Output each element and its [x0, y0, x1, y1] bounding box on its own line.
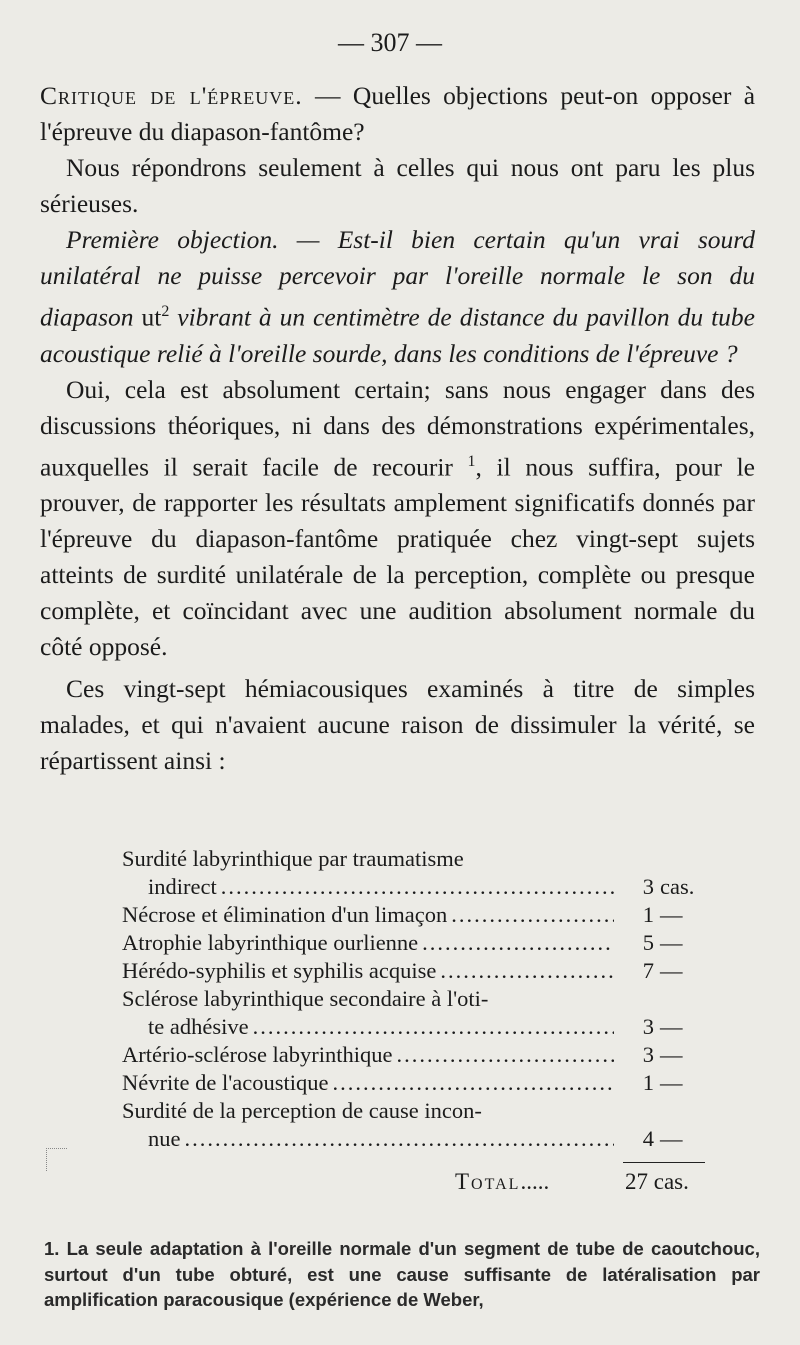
- case-unit: —: [660, 1042, 683, 1067]
- paragraph-objection: [40, 222, 755, 372]
- total-dots: .....: [520, 1169, 550, 1194]
- case-count: 7: [642, 958, 654, 983]
- case-label: Atrophie labyrinthique ourlienne: [122, 930, 419, 955]
- case-unit: —: [660, 958, 683, 983]
- case-row: [122, 957, 712, 985]
- paragraph-text: — Quelles objections peut-on opposer à l'épreuve du diapason-fantôme?: [40, 81, 756, 146]
- main-text: [40, 78, 755, 779]
- paragraph-distribution: Ces vingt-sept hémiacousiques examinés à titre de simples malades, et qui n'avaient aucune raison de dissimuler la vérité, se répartissent ainsi :: [40, 674, 755, 775]
- case-count: 4: [642, 1126, 654, 1151]
- footnote: 1. La seule adaptation à l'oreille normale d'un segment de tube de caoutchouc, surtout d'un tube obturé, est une cause suffisante de latéralisation par amplification paracousique (expérience de Weber,: [44, 1238, 760, 1310]
- case-unit: —: [660, 930, 683, 955]
- case-count: 3: [642, 1014, 654, 1039]
- case-count: 3: [642, 1042, 654, 1067]
- case-row: [122, 873, 712, 901]
- case-label-cont: indirect: [148, 874, 217, 899]
- section-heading: Critique de l'épreuve.: [40, 81, 303, 110]
- total-line: [455, 1169, 689, 1195]
- paragraph-answer: [40, 372, 755, 666]
- case-label: Surdité labyrinthique par traumatisme: [122, 846, 464, 871]
- note-octave: 2: [161, 303, 170, 320]
- paragraph-critique: [40, 78, 755, 150]
- case-label-cont: te adhésive: [148, 1014, 249, 1039]
- case-label: Nécrose et élimination d'un limaçon: [122, 902, 448, 927]
- case-count: 5: [642, 930, 654, 955]
- case-label: Sclérose labyrinthique secondaire à l'oti-: [122, 986, 489, 1011]
- page-speck: [46, 1148, 67, 1171]
- case-row: [122, 1013, 712, 1041]
- footnote-ref: 1: [467, 452, 476, 470]
- case-count: 1: [642, 902, 654, 927]
- total-value: 27 cas.: [625, 1169, 689, 1194]
- case-label: Névrite de l'acoustique: [122, 1070, 329, 1095]
- case-unit: cas.: [660, 874, 695, 899]
- objection-text-cont: vibrant à un centimètre de distance du pavillon du tube acoustique relié à l'oreille sourde, dans les conditions de l'épreuve ?: [40, 302, 755, 368]
- paragraph-reply: Nous répondrons seulement à celles qui nous ont paru les plus sérieuses.: [40, 153, 755, 218]
- case-unit: —: [660, 1126, 683, 1151]
- case-row: [122, 845, 712, 873]
- case-unit: —: [660, 1070, 683, 1095]
- case-row: [122, 929, 712, 957]
- total-label: Total: [455, 1169, 521, 1194]
- case-unit: —: [660, 902, 683, 927]
- musical-note: ut: [141, 302, 162, 332]
- case-unit: —: [660, 1014, 683, 1039]
- case-count: 1: [642, 1070, 654, 1095]
- total-rule: [623, 1162, 705, 1163]
- case-label: Surdité de la perception de cause incon-: [122, 1098, 482, 1123]
- objection-text: — Est-il bien certain qu'un vrai sourd unilatéral ne puisse percevoir par l'oreille normale le son du diapason: [40, 225, 755, 332]
- case-row: [122, 901, 712, 929]
- case-row: [122, 1069, 712, 1097]
- case-row: [122, 1041, 712, 1069]
- case-label: Artério-sclérose labyrinthique: [122, 1042, 393, 1067]
- objection-heading: Première objection.: [66, 225, 279, 254]
- case-label-cont: nue: [148, 1126, 181, 1151]
- case-count: 3: [642, 874, 654, 899]
- answer-text: Oui, cela est absolument certain; sans nous engager dans des discussions théoriques, ni dans des démonstrations expérimentales, auxquelles il serait facile de recourir: [40, 374, 755, 481]
- answer-text-cont: , il nous suffira, pour le prouver, de rapporter les résultats amplement significatifs donnés par l'épreuve du diapason-fantôme pratiquée chez vingt-sept sujets atteints de surdité unilatérale de la perception, complète ou presque complète, et coïncidant avec une audition absolument normale du côté opposé.: [40, 452, 755, 661]
- page-number: — 307 —: [338, 28, 442, 57]
- case-list: [122, 845, 712, 1153]
- case-row: [122, 1097, 712, 1125]
- case-label: Hérédo-syphilis et syphilis acquise: [122, 958, 437, 983]
- case-row: [122, 1125, 712, 1153]
- case-row: [122, 985, 712, 1013]
